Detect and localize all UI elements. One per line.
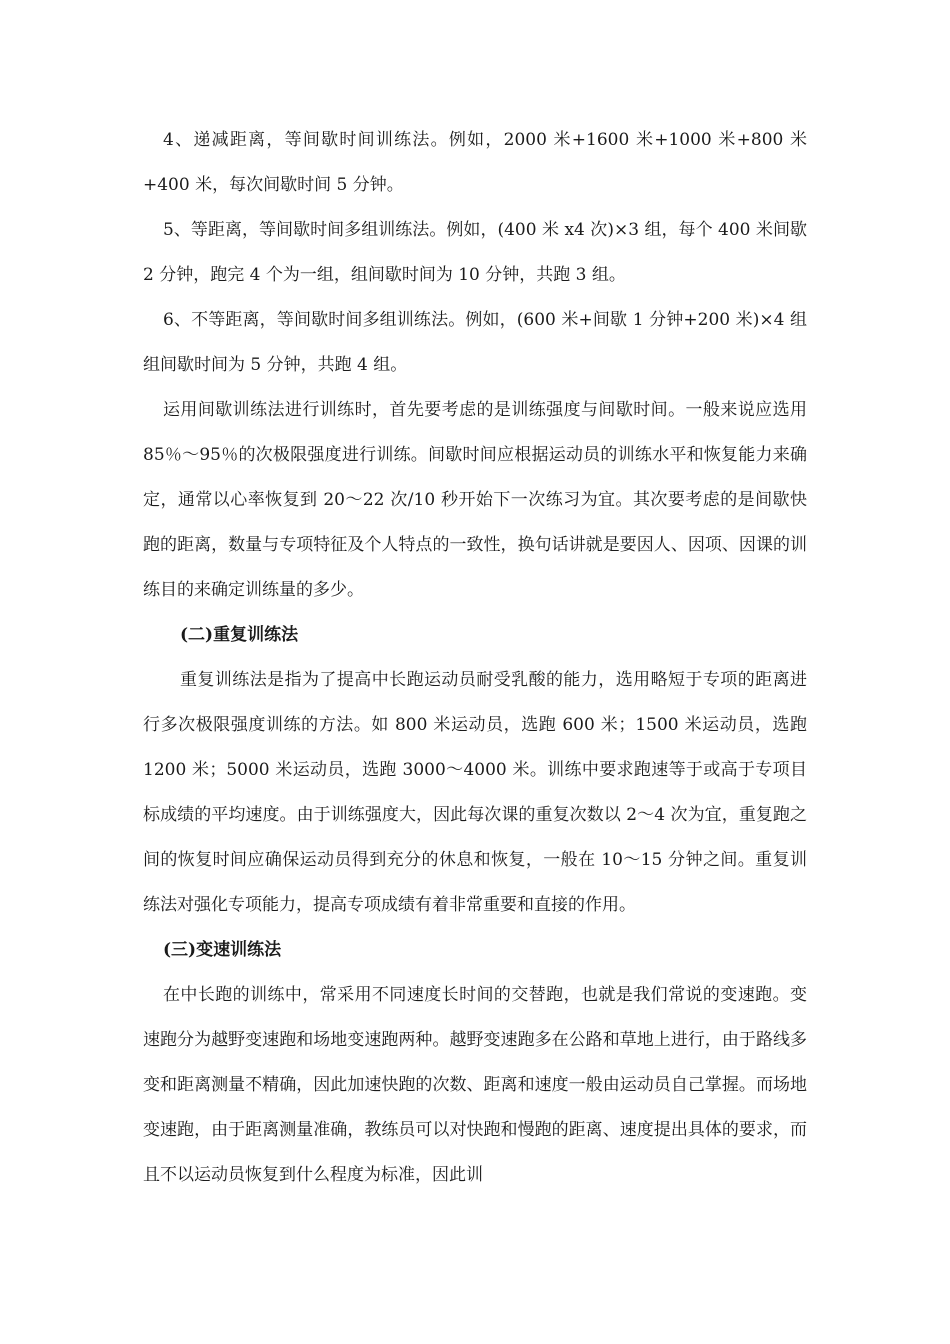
paragraph-method-5: 5、等距离，等间歇时间多组训练法。例如，(400 米 x4 次)×3 组，每个 400 米间歇 2 分钟，跑完 4 个为一组，组间歇时间为 10 分钟，共跑 3 组。 — [143, 220, 807, 285]
paragraph-variable-speed: 在中长跑的训练中，常采用不同速度长时间的交替跑，也就是我们常说的变速跑。变速跑分为越野变速跑和场地变速跑两种。越野变速跑多在公路和草地上进行，由于路线多变和距离测量不精确，因此加速快跑的次数、距离和速度一般由运动员自己掌握。而场地变速跑，由于距离测量准确，教练员可以对快跑和慢跑的距离、速度提出具体的要求，而且不以运动员恢复到什么程度为标准，因此训 — [143, 985, 807, 1185]
paragraph-repetition-method: 重复训练法是指为了提高中长跑运动员耐受乳酸的能力，选用略短于专项的距离进行多次极限强度训练的方法。如 800 米运动员，选跑 600 米；1500 米运动员，选跑 1200 米；5000 米运动员，选跑 3000～4000 米。训练中要求跑速等于或高于专项目标成绩的平均速度。由于训练强度大，因此每次课的重复次数以 2～4 次为宜，重复跑之间的恢复时间应确保运动员得到充分的休息和恢复，一般在 10～15 分钟之间。重复训练法对强化专项能力，提高专项成绩有着非常重要和直接的作用。 — [143, 670, 807, 915]
section-heading-variable-speed: (三)变速训练法 — [163, 940, 282, 960]
paragraph-method-4: 4、递减距离，等间歇时间训练法。例如，2000 米+1600 米+1000 米+800 米+400 米，每次间歇时间 5 分钟。 — [143, 130, 807, 195]
paragraph-method-6: 6、不等距离，等间歇时间多组训练法。例如，(600 米+间歇 1 分钟+200 米)×4 组组间歇时间为 5 分钟，共跑 4 组。 — [143, 310, 807, 375]
paragraph-interval-notes: 运用间歇训练法进行训练时，首先要考虑的是训练强度与间歇时间。一般来说应选用 85％～95％的次极限强度进行训练。间歇时间应根据运动员的训练水平和恢复能力来确定，通常以心率恢复到 20～22 次/10 秒开始下一次练习为宜。其次要考虑的是间歇快跑的距离，数量与专项特征及个人特点的一致性，换句话讲就是要因人、因项、因课的训练目的来确定训练量的多少。 — [143, 400, 807, 600]
document-body — [143, 118, 807, 1198]
section-heading-repetition: (二)重复训练法 — [180, 625, 299, 645]
